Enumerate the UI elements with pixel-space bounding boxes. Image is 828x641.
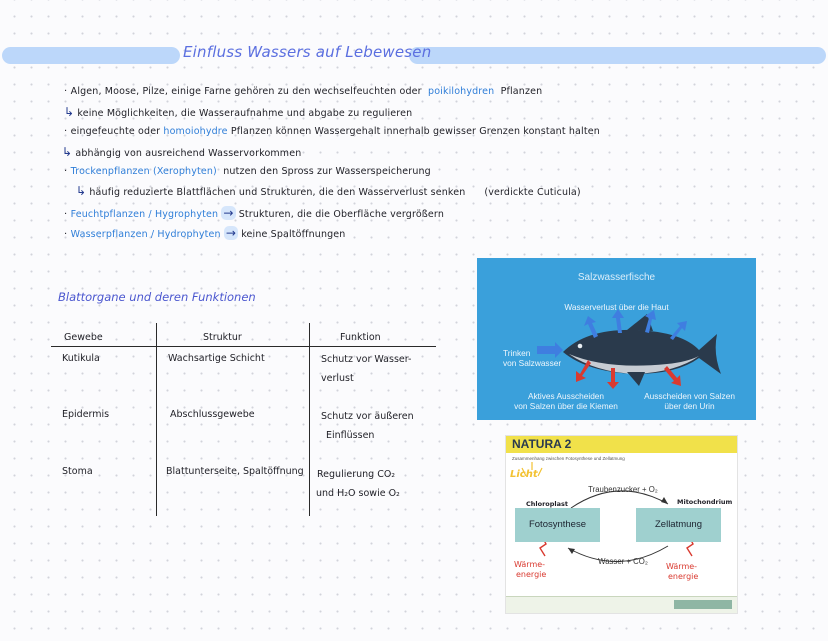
table-row-2-funktion-1: Schutz vor äußeren bbox=[321, 411, 414, 422]
table-row-3-funktion-1: Regulierung CO₂ bbox=[317, 469, 396, 480]
natura-infographic bbox=[505, 435, 738, 614]
table-row-1-struktur: Wachsartige Schicht bbox=[168, 353, 265, 364]
right-arrow-icon: → bbox=[225, 226, 237, 240]
saltwater-fish-infographic bbox=[477, 258, 756, 420]
table-row-1-gewebe: Kutikula bbox=[62, 353, 100, 364]
table-row-1-funktion-2: verlust bbox=[321, 373, 354, 384]
return-arrow-icon: ↳ bbox=[76, 184, 87, 198]
natura-footer-nav bbox=[674, 600, 732, 609]
licht-label: Licht bbox=[510, 469, 538, 480]
table-row-3-struktur: Blattunterseite, Spaltöffnung bbox=[166, 466, 304, 477]
fotosynthese-box: Fotosynthese bbox=[515, 508, 600, 542]
return-arrow-icon: ↳ bbox=[62, 145, 73, 159]
table-header-rule bbox=[51, 346, 436, 347]
header-funktion: Funktion bbox=[340, 332, 381, 343]
table-heading: Blattorgane und deren Funktionen bbox=[58, 290, 256, 304]
fish-label-bottom-right-1: Ausscheiden von Salzen bbox=[644, 391, 735, 401]
note-line-6: ↳ häufig reduzierte Blattflächen und Strukturen, die den Wasserverlust senken (verdickte Cuticula) bbox=[76, 184, 581, 198]
table-row-2-funktion-2: Einflüssen bbox=[326, 430, 375, 441]
bottom-arrow-label: Wasser + CO₂ bbox=[598, 557, 648, 566]
header-struktur: Struktur bbox=[203, 332, 242, 343]
title-highlight-left bbox=[2, 47, 180, 64]
waerme-right-2: energie bbox=[668, 572, 699, 581]
note-line-4: ↳ abhängig von ausreichend Wasservorkommen bbox=[62, 145, 302, 159]
natura-subtitle: Zusammenhang zwischen Fotosynthese und Zellatmung bbox=[512, 456, 625, 461]
table-row-1-funktion-1: Schutz vor Wasser- bbox=[321, 354, 412, 365]
top-arrow-label: Traubenzucker + O₂ bbox=[588, 485, 658, 494]
fish-label-bottom-left-2: von Salzen über die Kiemen bbox=[514, 401, 618, 411]
fish-label-top: Wasserverlust über die Haut bbox=[564, 302, 669, 312]
fish-graphic-title: Salzwasserfische bbox=[577, 272, 656, 283]
note-line-7: · Feuchtpflanzen / Hygrophyten → Strukturen, die die Oberfläche vergrößern bbox=[64, 206, 444, 220]
fish-label-bottom-left-1: Aktives Ausscheiden bbox=[527, 391, 605, 401]
fish-label-bottom-right-2: über den Urin bbox=[664, 401, 715, 411]
note-line-2: ↳ keine Möglichkeiten, die Wasseraufnahme und abgabe zu regulieren bbox=[64, 105, 413, 119]
natura-brand: NATURA 2 bbox=[512, 437, 572, 451]
table-row-2-struktur: Abschlussgewebe bbox=[170, 409, 255, 420]
table-column-divider-2 bbox=[309, 323, 310, 516]
fish-label-left-1: Trinken bbox=[503, 348, 531, 358]
fish-label-left-2: von Salzwasser bbox=[503, 358, 562, 368]
waerme-right-1: Wärme- bbox=[666, 562, 698, 571]
table-row-3-gewebe: Stoma bbox=[62, 466, 93, 477]
return-arrow-icon: ↳ bbox=[64, 105, 75, 119]
chloroplast-label: Chloroplast bbox=[526, 500, 569, 508]
page-title: Einfluss Wassers auf Lebewesen bbox=[183, 43, 432, 61]
table-column-divider-1 bbox=[156, 323, 157, 516]
note-line-3: · eingefeuchte oder homoiohydre Pflanzen können Wassergehalt innerhalb gewisser Grenzen konstant halten bbox=[64, 126, 600, 137]
table-row-2-gewebe: Epidermis bbox=[62, 409, 110, 420]
header-gewebe: Gewebe bbox=[64, 332, 103, 343]
note-line-1: · Algen, Moose, Pilze, einige Farne gehören zu den wechselfeuchten oder poikilohydren Pflanzen bbox=[64, 86, 543, 97]
table-row-3-funktion-2: und H₂O sowie O₂ bbox=[316, 488, 400, 499]
title-highlight-right bbox=[409, 47, 826, 64]
mitochondrium-label: Mitochondrium bbox=[677, 498, 733, 506]
zellatmung-box: Zellatmung bbox=[636, 508, 721, 542]
right-arrow-icon: → bbox=[223, 206, 234, 220]
note-line-5: · Trockenpflanzen (Xerophyten) nutzen den Spross zur Wasserspeicherung bbox=[64, 166, 431, 177]
waerme-left-2: energie bbox=[516, 570, 547, 579]
waerme-left-1: Wärme- bbox=[514, 560, 546, 569]
note-line-8: · Wasserpflanzen / Hydrophyten → keine Spaltöffnungen bbox=[64, 226, 346, 240]
